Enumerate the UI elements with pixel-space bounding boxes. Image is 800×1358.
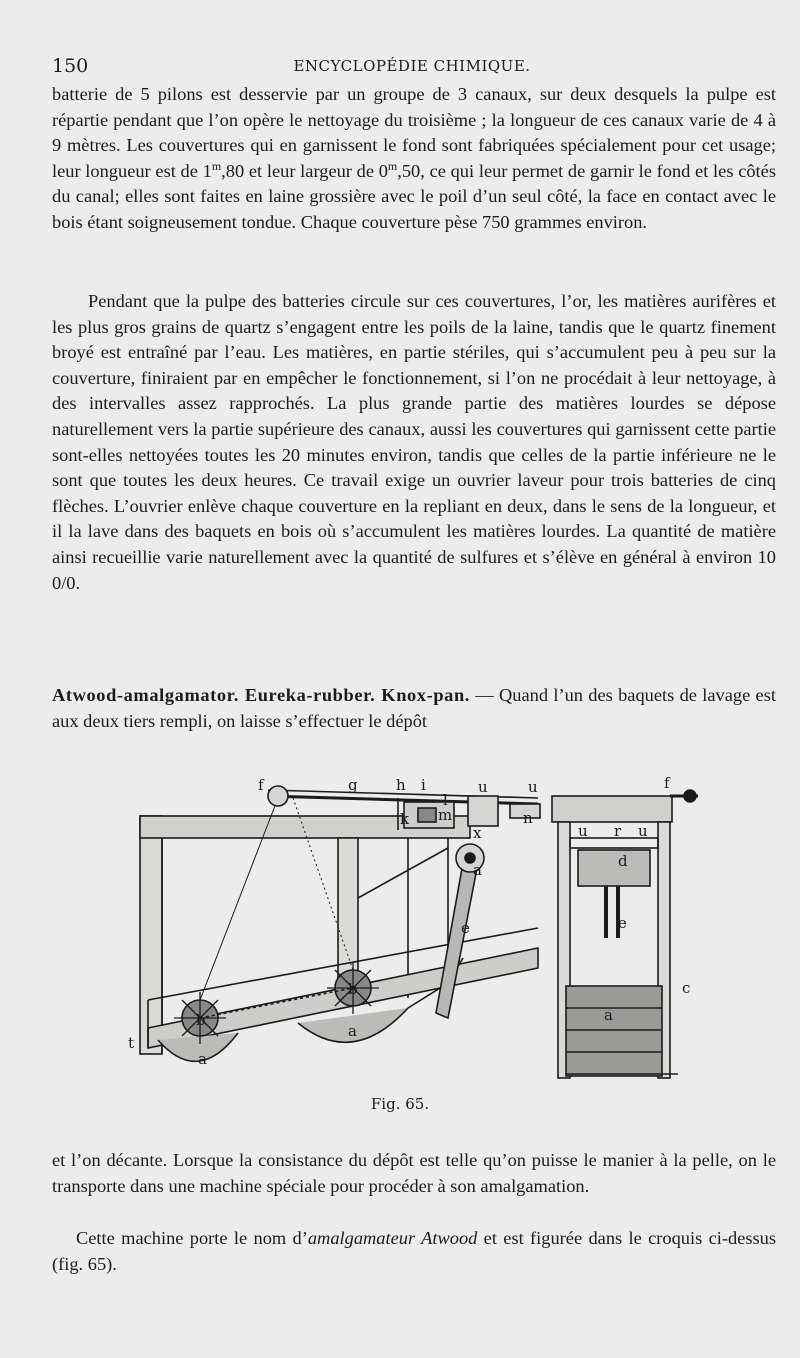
label-c-front: c [682, 979, 691, 997]
atwood-amalgamator-illustration [118, 768, 698, 1086]
paragraph-1 [52, 82, 776, 236]
label-a-middle: a [348, 1022, 357, 1040]
label-f: f [258, 776, 264, 794]
frame-post-middle [338, 838, 358, 988]
label-k: k [400, 810, 410, 828]
frame-post-left [140, 816, 162, 1054]
label-g: g [348, 776, 358, 794]
running-title: ENCYCLOPÉDIE CHIMIQUE. [293, 57, 531, 75]
label-e-arm: e [461, 919, 470, 937]
label-u-left: u [478, 778, 488, 796]
figure-65-drawing [118, 768, 698, 1086]
label-f-front: f [664, 774, 670, 792]
label-a-front: a [604, 1006, 613, 1024]
paragraph-3 [52, 1148, 776, 1199]
paragraph-4 [52, 1226, 776, 1277]
section-paragraph [52, 683, 776, 734]
label-h: h [396, 776, 406, 794]
label-i: i [421, 776, 426, 794]
paragraph-4-term: amalgamateur Atwood [307, 1228, 478, 1248]
label-u-front-right: u [638, 822, 648, 840]
paragraph-4-text-b: et est figurée dans le croquis ci-dessus (fig. 65). [52, 1228, 777, 1274]
paragraph-1-text-c: ,50, ce qui leur permet de garnir le fond et les côtés du canal; elles sont faites en laine grossière avec le poil d’un seul côté, la face en contact avec le bois étant soigneusement tondue. Chaque couverture pèse 750 grammes environ. [52, 160, 776, 232]
label-e-front: e [618, 914, 627, 932]
label-u-right: u [528, 778, 538, 796]
paragraph-1-text-b: ,80 et leur largeur de 0 [221, 160, 388, 181]
label-r-front: r [614, 822, 622, 840]
label-d-front: d [618, 852, 628, 870]
label-b-left: b [196, 1011, 206, 1029]
label-u-front-left: u [578, 822, 588, 840]
label-a-arm: a [473, 861, 482, 879]
label-l: l [443, 791, 448, 809]
paragraph-2 [52, 289, 776, 596]
page-header [52, 55, 772, 81]
front-basin [566, 986, 662, 1076]
label-m: m [438, 806, 453, 824]
paragraph-1-text-a: batterie de 5 pilons est desservie par un groupe de 3 canaux, sur deux desquels la pulpe est répartie pendant que l’on opère le nettoyage du troisième ; la longueur de ces canaux varie de 4 à 9 mètres. Les couvertures qui en garnissent le fond sont fabriquées spécialement pour cet usage; leur longueur est de 1 [52, 84, 776, 181]
label-a-left: a [198, 1050, 207, 1068]
page-number: 150 [52, 55, 89, 77]
paragraph-4-text-a: Cette machine porte le nom d’ [76, 1228, 308, 1248]
front-drum [578, 850, 650, 886]
label-x: x [473, 824, 482, 842]
unit-metre-1: m [211, 158, 222, 173]
figure-caption: Fig. 65. [370, 1095, 430, 1113]
label-b-right: b [348, 980, 358, 998]
front-view-top [552, 796, 672, 822]
section-heading: Atwood-amalgamator. Eureka-rubber. Knox-pan. [52, 685, 470, 705]
section-text: — Quand l’un des baquets de lavage est aux deux tiers rempli, on laisse s’effectuer le dépôt [52, 685, 776, 731]
paragraph-2-text: Pendant que la pulpe des batteries circule sur ces couvertures, l’or, les matières aurifères et les plus gros grains de quartz s’engagent entre les poils de la laine, tandis que le quartz finement broyé est entraîné par l’eau. Les matières, en partie stériles, qui s’accumulent peu à peu sur la couverture, finiraient par en empêcher le fonctionnement, si l’on ne procédait à leur nettoyage, à des intervalles assez rapprochés. La plus grande partie des matières lourdes se dépose naturellement vers la partie supérieure des canaux, aussi les couvertures qui garnissent cette partie sont-elles nettoyées toutes les 20 minutes environ, tandis que celles de la partie inférieure ne le sont que toutes les deux heures. Ce travail exige un ouvrier laveur pour trois batteries de cinq flèches. L’ouvrier enlève chaque couverture en la repliant en deux, dans le sens de la longueur, et il la lave dans des baquets en bois où s’accumulent les matières lourdes. La quantité de matière ainsi recueillie varie naturellement avec la quantité de sulfures et s’élève en général à environ 10 0/0. [52, 291, 776, 593]
label-t: t [128, 1034, 135, 1052]
unit-metre-2: m [387, 158, 398, 173]
paragraph-3-text: et l’on décante. Lorsque la consistance du dépôt est telle qu’on puisse le manier à la pelle, on le transporte dans une machine spéciale pour procéder à son amalgamation. [52, 1150, 776, 1196]
label-n: n [523, 809, 533, 827]
